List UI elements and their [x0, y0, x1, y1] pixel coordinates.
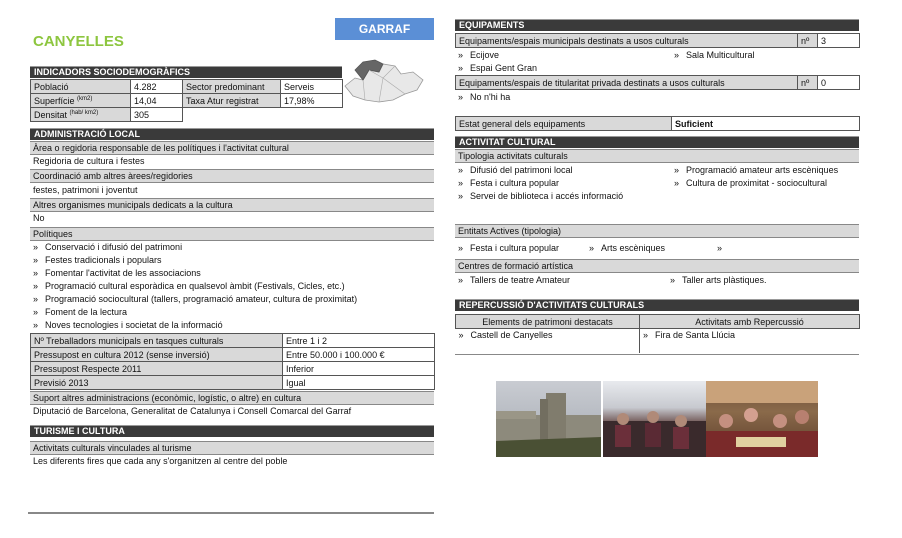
- orgs-value: No: [33, 213, 45, 223]
- forecast-label: Previsió 2013: [31, 376, 283, 390]
- policies-label: Polítiques: [30, 227, 434, 241]
- budget-value: Entre 50.000 i 100.000 €: [283, 348, 435, 362]
- tipologia-col2: [674, 164, 838, 190]
- list-item: [717, 242, 729, 255]
- list-item: » Programació amateur arts escèniques: [674, 164, 838, 177]
- density-label: Densitat $^{(hab/ km2)}$: [31, 108, 131, 122]
- budget-table: [30, 333, 435, 390]
- coord-label: Coordinació amb altres àrees/regidories: [30, 169, 434, 183]
- list-item: » Servei de biblioteca i accés informació: [458, 190, 623, 203]
- tipologia-col1: [458, 164, 623, 203]
- municipal-equip-row: [455, 33, 860, 48]
- municipal-n-value: 3: [818, 34, 860, 48]
- activities-cell: [640, 329, 860, 353]
- equipaments-header: EQUIPAMENTS: [455, 19, 859, 31]
- equip-state-row: [455, 116, 860, 131]
- festival-photo-1: [603, 381, 706, 457]
- castle-photo: [496, 381, 601, 457]
- list-item: » Castell de Canyelles: [459, 329, 637, 342]
- list-item: » Ecijove: [458, 49, 499, 62]
- list-item: » Sala Multicultural: [674, 49, 755, 62]
- workers-label: Nº Treballadors municipals en tasques culturals: [31, 334, 283, 348]
- tourism-activities-label: Activitats culturals vinculades al turisme: [30, 441, 434, 455]
- population-value: 4.282: [131, 80, 183, 94]
- municipal-n-label: nº: [798, 34, 818, 48]
- tourism-header: TURISME I CULTURA: [30, 425, 434, 437]
- activities-header: Activitats amb Repercussió: [640, 315, 860, 329]
- budget-respect-value: Inferior: [283, 362, 435, 376]
- private-n-value: 0: [818, 76, 860, 90]
- workers-value: Entre 1 i 2: [283, 334, 435, 348]
- support-label: Suport altres administracions (econòmic, logístic, o altre) en cultura: [30, 391, 434, 405]
- budget-label: Pressupost en cultura 2012 (sense inversió): [31, 348, 283, 362]
- admin-header: ADMINISTRACIÓ LOCAL: [30, 128, 434, 140]
- centres-label: Centres de formació artística: [455, 259, 859, 273]
- sector-label: Sector predominant: [183, 80, 281, 94]
- list-item: » Foment de la lectura: [33, 306, 357, 319]
- heritage-header: Elements de patrimoni destacats: [456, 315, 640, 329]
- activitat-header: ACTIVITAT CULTURAL: [455, 136, 859, 148]
- list-item: » No n'hi ha: [458, 91, 510, 104]
- tourism-activities-value: Les diferents fires que cada any s'organitzen al centre del poble: [33, 456, 288, 466]
- list-item: » Espai Gent Gran: [458, 62, 537, 75]
- budget-respect-label: Pressupost Respecte 2011: [31, 362, 283, 376]
- bottom-divider: [28, 512, 434, 514]
- region-label: GARRAF: [358, 22, 411, 36]
- list-item: » Difusió del patrimoni local: [458, 164, 623, 177]
- list-item: » Fira de Santa Llúcia: [643, 329, 857, 342]
- indicators-header: INDICADORS SOCIODEMOGRÀFICS: [30, 66, 342, 78]
- list-item: » Arts escèniques: [589, 242, 665, 255]
- festival-photo-2: [706, 381, 818, 457]
- equip-state-value: Suficient: [672, 117, 860, 131]
- orgs-label: Altres organismes municipals dedicats a la cultura: [30, 198, 434, 212]
- region-badge: [335, 18, 434, 40]
- atur-label: Taxa Atur registrat: [183, 94, 281, 108]
- private-equip-label: Equipaments/espais de titularitat privada destinats a usos culturals: [456, 76, 798, 90]
- repercussio-divider: [455, 354, 859, 355]
- municipal-equip-label: Equipaments/espais municipals destinats a usos culturals: [456, 34, 798, 48]
- list-item: » Programació cultural esporàdica en qualsevol àmbit (Festivals, Cicles, etc.): [33, 280, 357, 293]
- repercussio-header: REPERCUSSIÓ D'ACTIVITATS CULTURALS: [455, 299, 859, 311]
- list-item: » Taller arts plàstiques.: [670, 274, 767, 287]
- support-value: Diputació de Barcelona, Generalitat de Catalunya i Consell Comarcal del Garraf: [33, 406, 352, 416]
- coord-value: festes, patrimoni i joventut: [33, 185, 138, 195]
- equip-state-label: Estat general dels equipaments: [456, 117, 672, 131]
- policies-list: [33, 241, 357, 332]
- repercussio-table: [455, 314, 860, 353]
- density-value: 305: [131, 108, 183, 122]
- private-n-label: nº: [798, 76, 818, 90]
- private-equip-row: [455, 75, 860, 90]
- entitats-label: Entitats Actives (tipologia): [455, 224, 859, 238]
- list-item: » Festa i cultura popular: [458, 242, 559, 255]
- list-item: » Conservació i difusió del patrimoni: [33, 241, 357, 254]
- list-item: » Noves tecnologies i societat de la informació: [33, 319, 357, 332]
- list-item: » Tallers de teatre Amateur: [458, 274, 570, 287]
- population-label: Població: [31, 80, 131, 94]
- atur-value: 17,98%: [281, 94, 343, 108]
- list-item: » Cultura de proximitat - sociocultural: [674, 177, 838, 190]
- forecast-value: Igual: [283, 376, 435, 390]
- surface-value: 14,04: [131, 94, 183, 108]
- list-item: » Programació sociocultural (tallers, programació amateur, cultura de proximitat): [33, 293, 357, 306]
- area-label: Àrea o regidoria responsable de les polítiques i l'activitat cultural: [30, 141, 434, 155]
- list-item: » Festa i cultura popular: [458, 177, 623, 190]
- surface-label: Superfície $^{(km2)}$: [31, 94, 131, 108]
- tipologia-label: Tipologia activitats culturals: [455, 149, 859, 163]
- page-title: CANYELLES: [33, 33, 124, 50]
- list-item: » Fomentar l'activitat de les associacions: [33, 267, 357, 280]
- region-map-icon: [343, 56, 425, 104]
- indicators-table: [30, 79, 343, 122]
- list-item: » Festes tradicionals i populars: [33, 254, 357, 267]
- heritage-cell: [456, 329, 640, 353]
- area-value: Regidoria de cultura i festes: [33, 156, 145, 166]
- sector-value: Serveis: [281, 80, 343, 94]
